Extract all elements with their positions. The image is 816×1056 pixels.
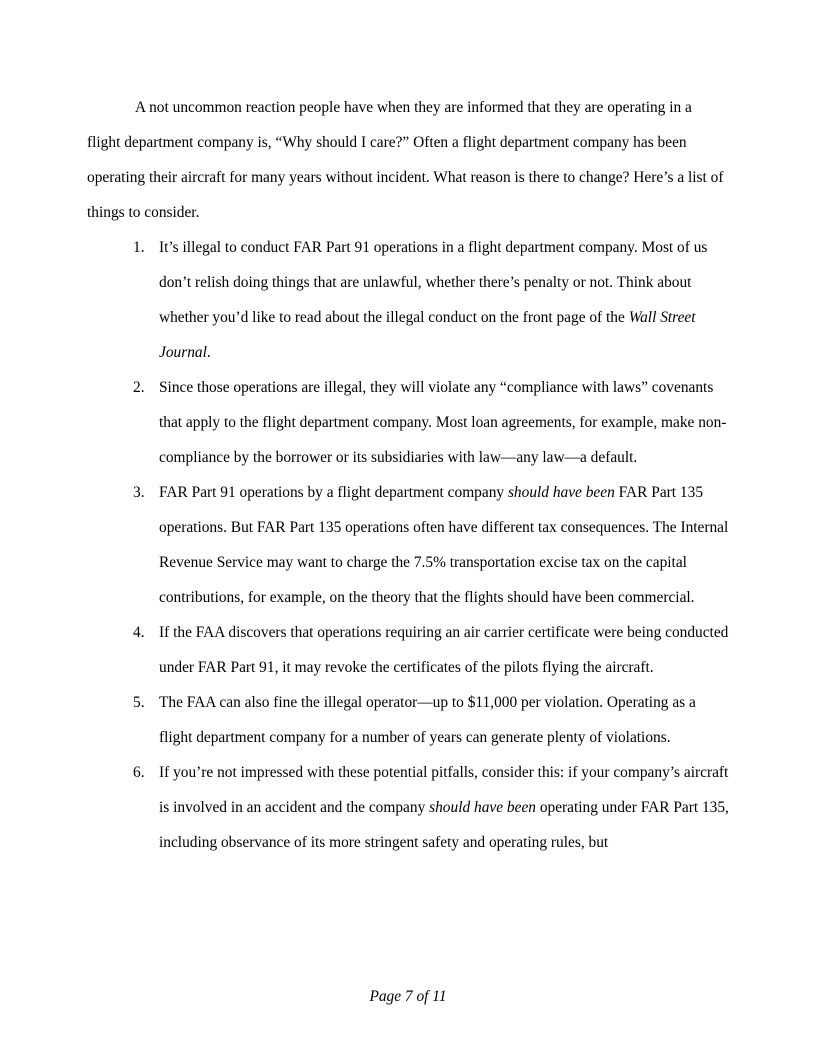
list-text: operating under FAR Part 135, including observance of its more stringent safety and operating rules, but [159, 799, 729, 851]
list-number: 5. [133, 694, 145, 711]
considerations-list [87, 230, 729, 860]
intro-paragraph: A not uncommon reaction people have when they are informed that they are operating in a flight department company is, “Why should I care?” Often a flight department company has been operating their aircraft for many years without incident. What reason is there to change? Here’s a list of things to consider. [87, 99, 724, 221]
list-number: 6. [133, 764, 145, 781]
list-text-italic: should have been [507, 484, 615, 501]
list-text-italic: Wall Street Journal [159, 309, 696, 361]
list-item [87, 475, 729, 615]
document-body [87, 90, 729, 860]
list-number: 2. [133, 379, 145, 396]
list-text: If you’re not impressed with these potential pitfalls, consider this: if your company’s aircraft is involved in an accident and the company [159, 764, 729, 816]
page-number-footer: Page 7 of 11 [369, 988, 447, 1005]
list-text: Since those operations are illegal, they will violate any “compliance with laws” covenants that apply to the flight department company. Most loan agreements, for example, make non-compliance by the borrower or its subsidiaries with law—any law—a default. [159, 379, 727, 466]
list-item [87, 230, 729, 370]
list-item [87, 370, 729, 475]
list-text: It’s illegal to conduct FAR Part 91 operations in a flight department company. Most of us don’t relish doing things that are unlawful, whether there’s penalty or not. Think about whether you’d like to read about the illegal conduct on the front page of the [159, 239, 708, 326]
list-text: FAR Part 91 operations by a flight department company [159, 484, 508, 501]
list-text: . [206, 344, 211, 361]
list-number: 1. [133, 239, 145, 256]
list-number: 3. [133, 484, 145, 501]
list-text: FAR Part 135 operations. But FAR Part 135 operations often have different tax consequences. The Internal Revenue Service may want to charge the 7.5% transportation excise tax on the capital contributions, for example, on the theory that the flights should have been commercial. [159, 484, 729, 606]
list-number: 4. [133, 624, 145, 641]
list-text-italic: should have been [429, 799, 536, 816]
list-item [87, 755, 729, 860]
list-text: The FAA can also fine the illegal operator—up to $11,000 per violation. Operating as a flight department company for a number of years can generate plenty of violations. [159, 694, 696, 746]
list-text: If the FAA discovers that operations requiring an air carrier certificate were being conducted under FAR Part 91, it may revoke the certificates of the pilots flying the aircraft. [159, 624, 729, 676]
list-item [87, 685, 729, 755]
list-item [87, 615, 729, 685]
